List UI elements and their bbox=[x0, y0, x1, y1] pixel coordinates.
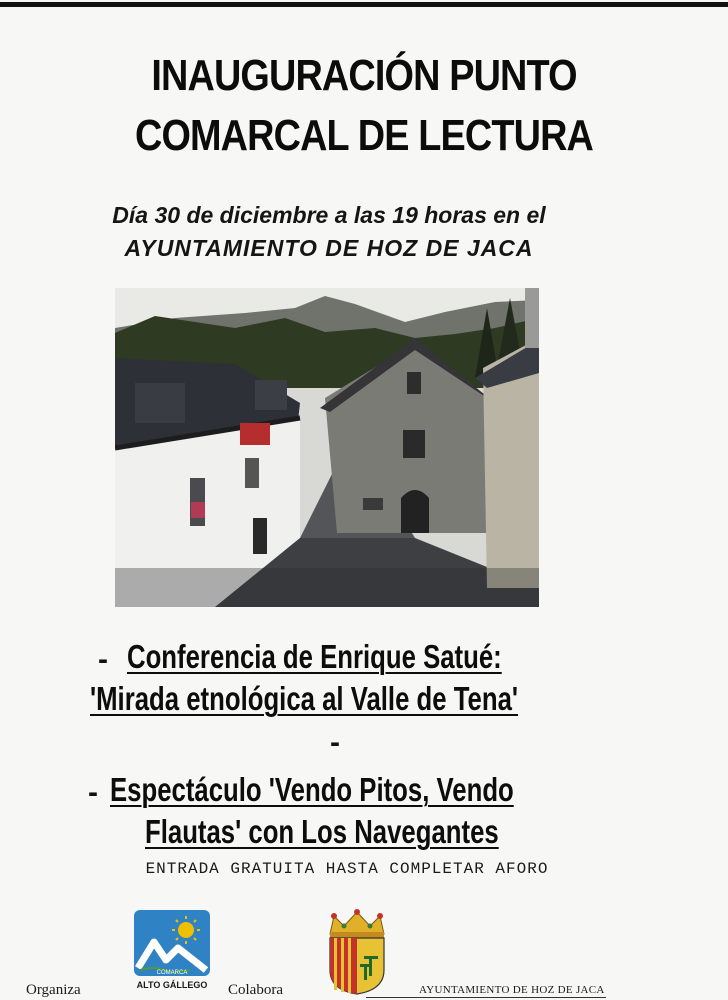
event1-title-line1 bbox=[127, 640, 502, 673]
ayuntamiento-rule bbox=[366, 997, 606, 998]
event2-title-line2-text: Flautas' con Los Navegantes bbox=[145, 813, 499, 850]
event2-title-line2 bbox=[145, 815, 499, 848]
comarca-name-text: ALTO GÁLLEGO bbox=[136, 980, 208, 990]
event2-title-line1 bbox=[110, 773, 514, 806]
poster-title-line1: INAUGURACIÓN PUNTO bbox=[151, 51, 577, 100]
event1-bullet: - bbox=[98, 643, 108, 676]
ayuntamiento-label: AYUNTAMIENTO DE HOZ DE JACA bbox=[419, 984, 605, 996]
village-street-photo bbox=[115, 288, 539, 607]
organiza-label: Organiza bbox=[26, 982, 81, 998]
top-rule bbox=[0, 2, 728, 7]
event1-title-line2-text: 'Mirada etnológica al Valle de Tena' bbox=[90, 680, 519, 717]
comarca-alto-gallego-logo bbox=[134, 910, 210, 992]
event1-title-line1-text: Conferencia de Enrique Satué: bbox=[127, 638, 502, 675]
event2-bullet: - bbox=[88, 776, 98, 809]
separator-dash: - bbox=[330, 726, 340, 759]
comarca-small-text: COMARCA bbox=[156, 970, 188, 976]
date-line2: AYUNTAMIENTO DE HOZ DE JACA bbox=[124, 235, 534, 261]
event2-title-line1-text: Espectáculo 'Vendo Pitos, Vendo bbox=[110, 771, 514, 808]
entrada-gratuita: ENTRADA GRATUITA HASTA COMPLETAR AFORO bbox=[145, 860, 549, 878]
coat-of-arms-icon bbox=[324, 908, 390, 996]
event1-title-line2 bbox=[90, 682, 518, 715]
colabora-label: Colabora bbox=[228, 982, 283, 998]
poster-title-line2: COMARCAL DE LECTURA bbox=[134, 111, 594, 160]
date-line1: Día 30 de diciembre a las 19 horas en el bbox=[112, 202, 546, 228]
